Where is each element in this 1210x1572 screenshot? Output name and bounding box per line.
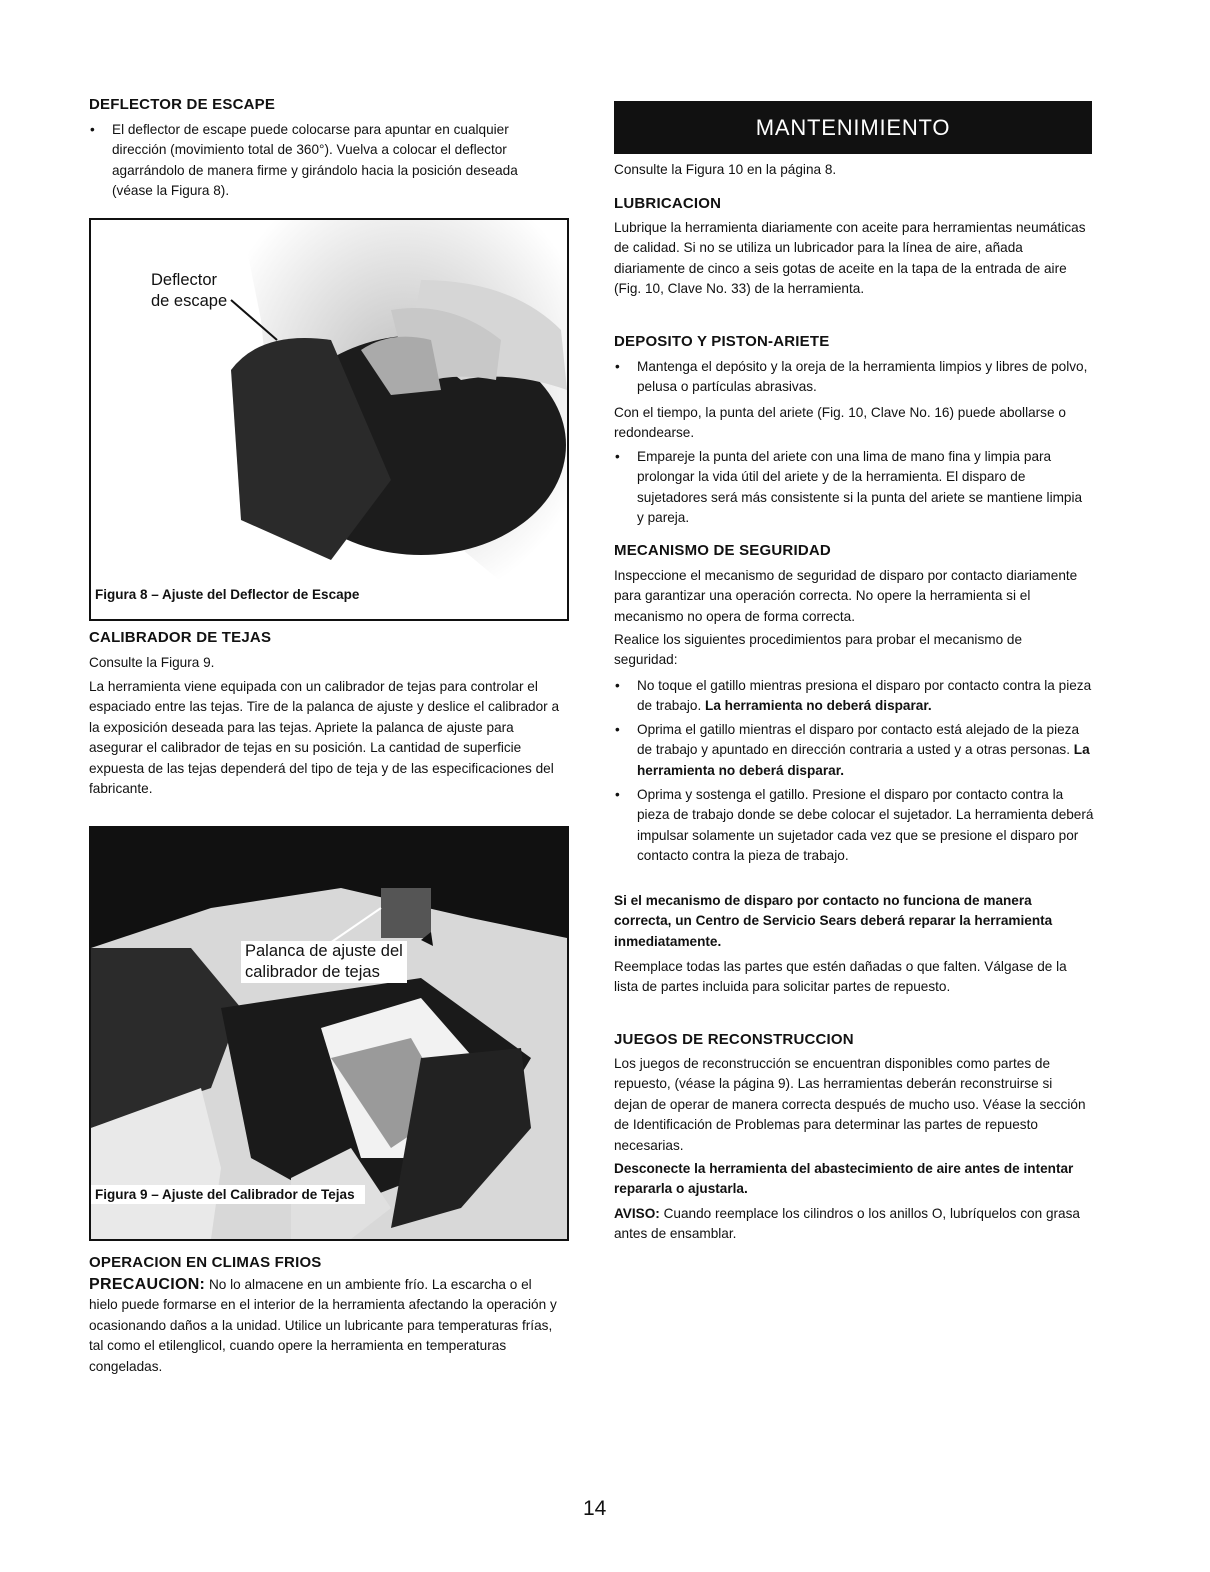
frios-heading: OPERACION EN CLIMAS FRIOS xyxy=(89,1254,322,1271)
seguridad-body-3: Reemplace todas las partes que estén dañadas o que falten. Válgase de la lista de partes incluida para solicitar partes de repuesto. xyxy=(614,959,1067,995)
page-number: 14 xyxy=(583,1497,607,1520)
lubricacion-body: Lubrique la herramienta diariamente con aceite para herramientas neumáticas de calidad. Si no se utiliza un lubricador para la línea de aire, añada diariamente de cinco a seis gotas de aceite en la tapa de la entrada de aire (Fig. 10, Clave No. 33) de la herramienta. xyxy=(614,220,1086,297)
figure-9-label-line1: Palanca de ajuste del xyxy=(245,942,403,960)
seguridad-bullet-2-bold: La herramienta no deberá disparar. xyxy=(637,742,1090,778)
figure-8-label-line1: Deflector xyxy=(151,271,218,289)
seguridad-bullet-2 xyxy=(614,720,1095,781)
juegos-heading: JUEGOS DE RECONSTRUCCION xyxy=(614,1031,854,1048)
mantenimiento-intro: Consulte la Figura 10 en la página 8. xyxy=(614,162,837,177)
figure-9-caption: Figura 9 – Ajuste del Calibrador de Tejas xyxy=(91,1185,365,1204)
deposito-bullet-2: • Empareje la punta del ariete con una lima de mano fina y limpia para prolongar la vida útil del ariete y de la herramienta. El disparo de sujetadores será más consistente si la punta del ariete se mantiene limpia y pareja. xyxy=(614,447,1089,529)
lubricacion-heading: LUBRICACION xyxy=(614,195,722,212)
deposito-bullet-1: • Mantenga el depósito y la oreja de la herramienta limpios y libres de polvo, pelusa o partículas abrasivas. xyxy=(614,357,1089,398)
seguridad-bullet-3: • Oprima y sostenga el gatillo. Presione el disparo por contacto contra la pieza de trabajo donde se debe colocar el sujetador. La herramienta deberá impulsar solamente un sujetador cada vez que se presione el disparo por contacto contra la pieza de trabajo. xyxy=(614,785,1095,867)
aviso-label: AVISO: xyxy=(614,1206,660,1221)
caution-label: PRECAUCION: xyxy=(89,1276,206,1293)
juegos-warning: Desconecte la herramienta del abastecimiento de aire antes de intentar repararla o ajustarla. xyxy=(614,1161,1074,1197)
figure-9-label-line2: calibrador de tejas xyxy=(245,963,380,981)
figure-8-label-line2: de escape xyxy=(151,292,228,310)
mantenimiento-banner: MANTENIMIENTO xyxy=(614,101,1092,154)
calibrador-body: La herramienta viene equipada con un calibrador de tejas para controlar el espaciado entre las tejas. Tire de la palanca de ajuste y deslice el calibrador a la exposición deseada para las tejas. Apriete la palanca de ajuste para asegurar el calibrador de tejas en su posición. La cantidad de superficie expuesta de las tejas dependerá del tipo de teja y de las especificaciones del fabricante. xyxy=(89,679,560,797)
figure-8 xyxy=(89,218,569,621)
aviso-paragraph xyxy=(614,1204,1086,1245)
deflector-bullet: • El deflector de escape puede colocarse para apuntar en cualquier dirección (movimiento total de 360°). Vuelva a colocar el deflector agarrándolo de manera firme y girándolo hacia la posición deseada (véase la Figura 8). xyxy=(89,120,559,202)
figure-9-photo xyxy=(91,828,567,1239)
seguridad-heading: MECANISMO DE SEGURIDAD xyxy=(614,542,831,559)
figure-8-caption: Figura 8 – Ajuste del Deflector de Escape xyxy=(91,585,369,604)
figure-9 xyxy=(89,826,569,1241)
caution-text: No lo almacene en un ambiente frío. La escarcha o el hielo puede formarse en el interior de la herramienta afectando la operación y ocasionando daños a la unidad. Utilice un lubricante para temperaturas frías, tal como el etilenglicol, cuando opere la herramienta en temperaturas congeladas. xyxy=(89,1277,557,1374)
calibrador-heading: CALIBRADOR DE TEJAS xyxy=(89,629,272,646)
calibrador-intro: Consulte la Figura 9. xyxy=(89,655,215,670)
deflector-heading: DEFLECTOR DE ESCAPE xyxy=(89,96,276,113)
seguridad-body-2: Realice los siguientes procedimientos para probar el mecanismo de seguridad: xyxy=(614,632,1023,668)
frios-body xyxy=(89,1275,563,1377)
deposito-heading: DEPOSITO Y PISTON-ARIETE xyxy=(614,333,830,350)
seguridad-bullet-1-bold: La herramienta no deberá disparar. xyxy=(705,698,932,714)
seguridad-body-1: Inspeccione el mecanismo de seguridad de disparo por contacto diariamente para garantizar una operación correcta. No opere la herramienta si el mecanismo no opera de forma correcta. xyxy=(614,568,1078,624)
seguridad-bullet-1-text: No toque el gatillo mientras presiona el disparo por contacto contra la pieza de trabajo. xyxy=(637,678,1092,714)
figure-8-label xyxy=(151,270,227,312)
deposito-body: Con el tiempo, la punta del ariete (Fig. 10, Clave No. 16) puede abollarse o redondearse. xyxy=(614,405,1066,441)
juegos-body: Los juegos de reconstrucción se encuentran disponibles como partes de repuesto, (véase la página 9). Las herramientas deberán reconstruirse si dejan de operar de manera correcta después de mucho uso. Véase la sección de Identificación de Problemas para determinar las partes de repuesto necesarias. xyxy=(614,1056,1086,1153)
seguridad-bullet-2-text: Oprima el gatillo mientras el disparo por contacto está alejado de la pieza de trabajo y apuntado en dirección contraria a usted y a otras personas. xyxy=(637,722,1080,758)
seguridad-warning: Si el mecanismo de disparo por contacto no funciona de manera correcta, un Centro de Servicio Sears deberá reparar la herramienta inmediatamente. xyxy=(614,893,1053,949)
figure-9-label xyxy=(241,941,407,983)
seguridad-bullet-1 xyxy=(614,676,1095,717)
aviso-text: Cuando reemplace los cilindros o los anillos O, lubríquelos con grasa antes de ensamblar. xyxy=(614,1206,1080,1242)
